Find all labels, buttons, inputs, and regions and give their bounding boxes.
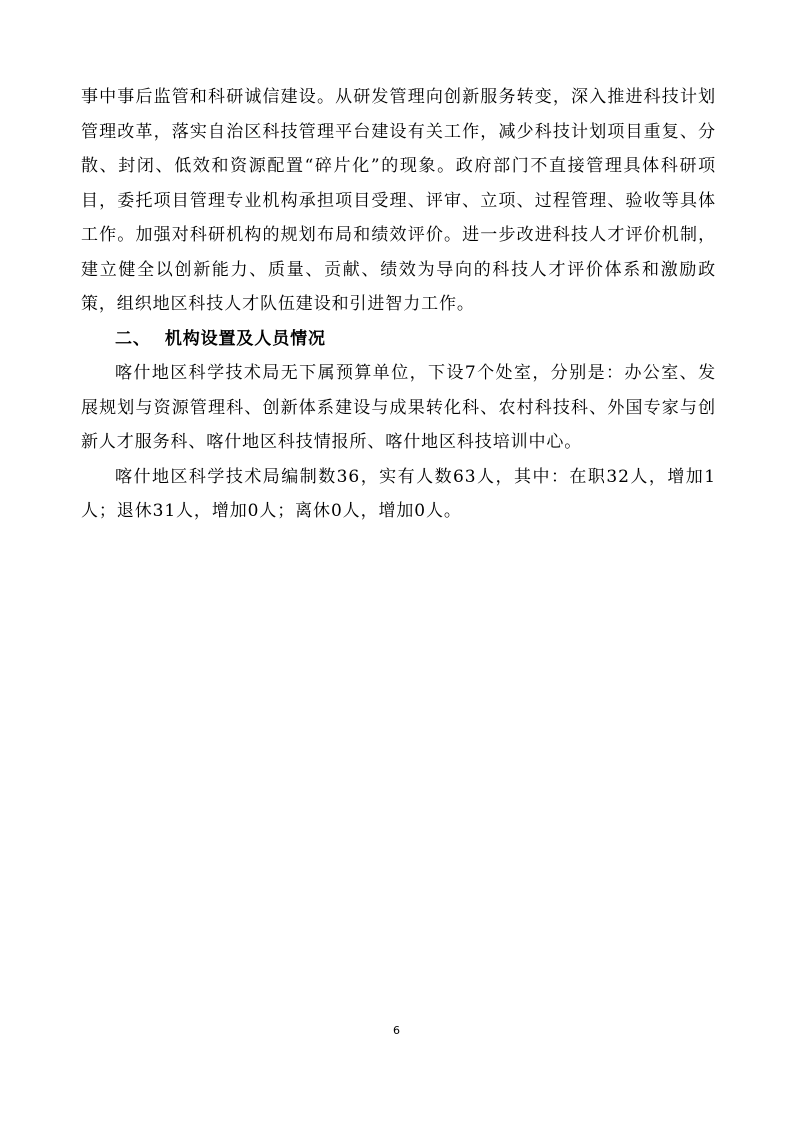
paragraph-staffing: 喀什地区科学技术局编制数36，实有人数63人，其中：在职32人，增加1人；退休31人，增加0人；离休0人，增加0人。 (81, 466, 716, 521)
page-number: 6 (393, 1024, 400, 1037)
section-heading (81, 322, 716, 357)
paragraph-responsibilities: 事中事后监管和科研诚信建设。从研发管理向创新服务转变，深入推进科技计划管理改革，落实自治区科技管理平台建设有关工作，减少科技计划项目重复、分散、封闭、低效和资源配置“碎片化”的现象。政府部门不直接管理具体科研项目，委托项目管理专业机构承担项目受理、评审、立项、过程管理、验收等具体工作。加强对科研机构的规划布局和绩效评价。进一步改进科技人才评价机制，建立健全以创新能力、质量、贡献、绩效为导向的科技人才评价体系和激励政策，组织地区科技人才队伍建设和引进智力工作。 (81, 87, 716, 314)
section-heading-number: 二、 (115, 328, 151, 349)
paragraph-organization: 喀什地区科学技术局无下属预算单位，下设7个处室，分别是：办公室、发展规划与资源管理科、创新体系建设与成果转化科、农村科技科、外国专家与创新人才服务科、喀什地区科技情报所、喀什地区科技培训中心。 (81, 363, 716, 452)
section-heading-title: 机构设置及人员情况 (164, 328, 326, 349)
document-body (81, 80, 716, 529)
